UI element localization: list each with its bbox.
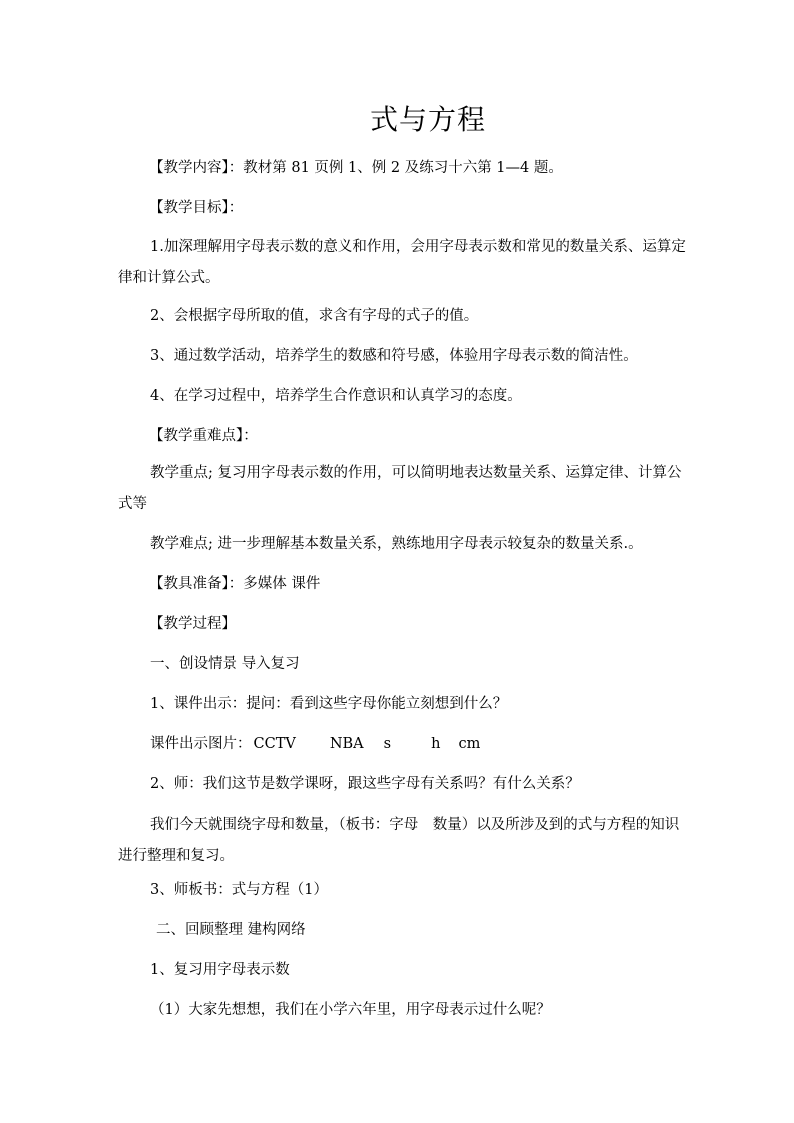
paragraph-review-letters: 1、复习用字母表示数 (150, 962, 290, 978)
paragraph-key-points-heading: 【教学重难点】： (149, 428, 258, 444)
paragraph-goal-3: 3、通过数学活动，培养学生的数感和符号感，体验用字母表示数的简洁性。 (150, 348, 638, 364)
paragraph-question-3: （1）大家先想想，我们在小学六年里，用字母表示过什么呢？ (150, 1002, 551, 1018)
picture-item-nba: NBA (329, 736, 364, 752)
picture-item-cm: cm (458, 736, 481, 752)
paragraph-goal-1: 1.加深理解用字母表示数的意义和作用，会用字母表示数和常见的数量关系、运算定律和计算公式。 (118, 239, 686, 286)
paragraph-section-1-heading: 一、创设情景 导入复习 (150, 656, 300, 672)
paragraph-section-2-heading: 二、回顾整理 建构网络 (156, 922, 306, 938)
picture-item-cctv: CCTV (253, 736, 296, 752)
paragraph-teaching-goals-heading: 【教学目标】： (149, 200, 244, 216)
paragraph-picture-line (150, 734, 716, 754)
paragraph-question-2: 2、师：我们这节是数学课呀，跟这些字母有关系吗？有什么关系？ (150, 776, 580, 792)
paragraph-teaching-tools: 【教具准备】：多媒体 课件 (149, 576, 321, 592)
picture-item-s: s (383, 736, 392, 752)
picture-line-label: 课件出示图片： (150, 736, 252, 752)
picture-item-h: h (431, 736, 441, 752)
paragraph-goal-2: 2、会根据字母所取的值，求含有字母的式子的值。 (150, 308, 479, 324)
paragraph-board-writing: 3、师板书：式与方程（1） (150, 882, 328, 898)
paragraph-goal-4: 4、在学习过程中，培养学生合作意识和认真学习的态度。 (150, 388, 522, 404)
paragraph-teaching-content: 【教学内容】：教材第 81 页例 1、例 2 及练习十六第 1—4 题。 (149, 160, 563, 176)
paragraph-key-point: 教学重点; 复习用字母表示数的作用，可以简明地表达数量关系、运算定律、计算公式等 (118, 465, 682, 512)
paragraph-question-1: 1、课件出示：提问：看到这些字母你能立刻想到什么？ (150, 696, 508, 712)
document-title: 式与方程 (369, 103, 486, 136)
paragraph-review-intro: 我们今天就围绕字母和数量，（板书：字母 数量）以及所涉及到的式与方程的知识进行整理和复习。 (118, 817, 680, 864)
paragraph-difficult-point: 教学难点; 进一步理解基本数量关系，熟练地用字母表示较复杂的数量关系.。 (150, 536, 643, 552)
paragraph-teaching-process-heading: 【教学过程】 (149, 616, 236, 632)
